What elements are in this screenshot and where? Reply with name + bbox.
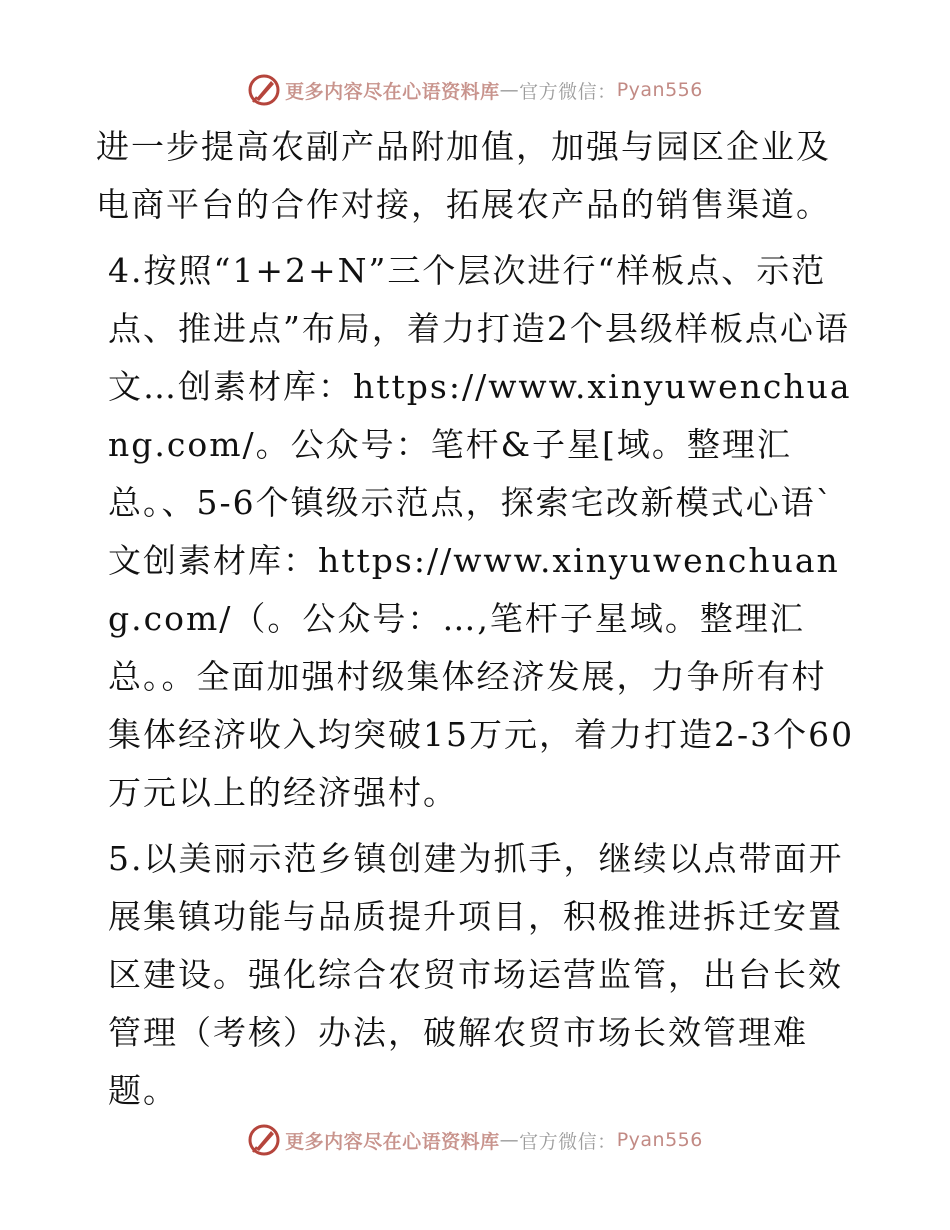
banner-wechat-id: Pyan556 [616, 79, 703, 101]
banner-wechat-label: 官方微信： [519, 80, 617, 103]
paragraph: 4.按照“1+2+N”三个层次进行“样板点、示范点、推进点”布局，着力打造2个县级样板点心语文…创素材库：https://www.xinyuwenchuang.com/。公众号：笔杆&子星[域。整理汇总。、5-6个镇级示范点，探索宅改新模式心语`文创素材库：https://www.xinyuwenchuang.com/（。公众号：…,笔杆子星域。整理汇总。。全面加强村级集体经济发展，力争所有村集体经济收入均突破15万元，着力打造2-3个60万元以上的经济强村。 [108, 251, 855, 812]
quill-pen-logo-icon [247, 73, 281, 107]
quill-pen-logo-icon [247, 1123, 281, 1157]
banner-main-text: 更多内容尽在心语资料库 [285, 80, 500, 103]
header-banner [0, 68, 950, 112]
banner-wechat-id: Pyan556 [616, 1129, 703, 1151]
footer-banner [0, 1118, 950, 1162]
document-body [96, 118, 856, 1128]
banner-main-text: 更多内容尽在心语资料库 [285, 1130, 500, 1153]
banner-dash: — [499, 1129, 520, 1151]
paragraph: 进一步提高农副产品附加值，加强与园区企业及电商平台的合作对接，拓展农产品的销售渠道。 [96, 127, 831, 224]
paragraph: 5.以美丽示范乡镇创建为抓手，继续以点带面开展集镇功能与品质提升项目，积极推进拆迁安置区建设。强化综合农贸市场运营监管，出台长效管理（考核）办法，破解农贸市场长效管理难题。 [108, 839, 844, 1110]
banner-wechat-label: 官方微信： [519, 1130, 617, 1153]
banner-dash: — [499, 79, 520, 101]
